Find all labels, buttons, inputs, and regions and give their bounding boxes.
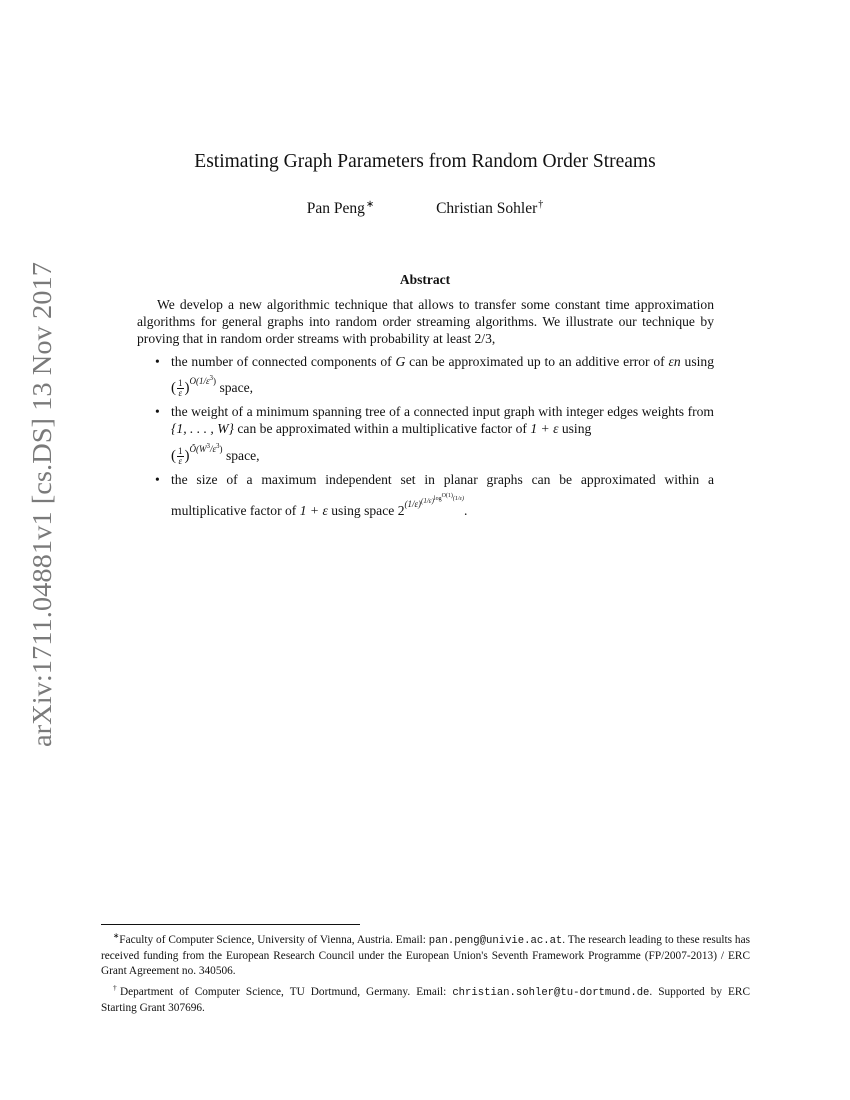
exponent-text: Õ(W xyxy=(189,443,207,454)
exponent-text: ) xyxy=(219,443,223,454)
abstract-heading: Abstract xyxy=(399,272,451,287)
exponent xyxy=(189,441,223,454)
result-item-mst: • the weight of a minimum spanning tree of a connected input graph with integer edges weights from {1, . . . , W} can be approximated within a multiplicative factor of 1 + ε using ( $\frac{1}{\varepsilon}$ )$^{Õ(W^3/\varepsilon^3)}$ space, xyxy=(155,404,714,466)
exponent-text: (1/ε) xyxy=(421,497,434,506)
item-text: the weight of a minimum spanning tree of a connected input graph with integer edges weights from xyxy=(171,404,714,420)
paper-title: Estimating Graph Parameters from Random Order Streams xyxy=(194,151,656,172)
math-base: 2 xyxy=(397,503,405,519)
footnote-1 xyxy=(101,928,750,980)
item-text: using xyxy=(558,421,592,437)
author-1 xyxy=(307,199,375,218)
bullet-icon: • xyxy=(155,404,160,420)
item-text: can be approximated within a multiplicative factor of xyxy=(233,421,531,437)
item-text: the size of a maximum independent set in planar graphs can be approximated within a multiplicative factor of xyxy=(171,471,714,519)
exponent-text: O(1) xyxy=(441,493,453,500)
item-text: using space xyxy=(327,503,398,519)
footnote-divider xyxy=(101,924,360,925)
exponent-text: /ε xyxy=(210,443,217,454)
footnote-mark: ∗ xyxy=(113,931,120,940)
fraction-numerator: 1 xyxy=(178,378,183,389)
exponent-level-2 xyxy=(421,493,464,506)
author-2-mark: † xyxy=(538,199,544,210)
item-text: space, xyxy=(216,379,254,395)
exponent-text: O(1/ xyxy=(189,375,206,386)
result-item-independent-set xyxy=(137,471,714,519)
exponent-power: 3 xyxy=(216,441,220,450)
email-link[interactable]: pan.peng@univie.ac.at xyxy=(428,934,563,947)
footnote-2 xyxy=(101,980,750,1016)
author-1-mark: ∗ xyxy=(365,199,375,210)
fraction-denominator: ε xyxy=(178,455,183,466)
item-text: space, xyxy=(222,447,260,463)
abstract-intro: We develop a new algorithmic technique that allows to transfer some constant time approximation algorithms for general graphs into random order streaming algorithms. We illustrate our technique by proving that in random order streams with probability at least 2/3, xyxy=(137,297,714,347)
footnote-text: . Supported by ERC Starting Grant 307696. xyxy=(101,985,750,1014)
math-set: {1, . . . , W} xyxy=(171,421,234,437)
math-var: G xyxy=(395,353,406,369)
author-list xyxy=(0,199,850,218)
email-link[interactable]: christian.sohler@tu-dortmund.de xyxy=(452,986,650,999)
footnote-text: Faculty of Computer Science, University of Vienna, Austria. Email: xyxy=(119,933,429,946)
author-1-name: Pan Peng xyxy=(306,200,365,218)
author-2-name: Christian Sohler xyxy=(436,200,538,218)
exponent-tower xyxy=(404,493,464,510)
bullet-icon: • xyxy=(155,353,160,369)
exponent-power: 3 xyxy=(206,441,210,450)
fraction-numerator: 1 xyxy=(178,445,183,456)
footnote-mark: † xyxy=(113,982,120,992)
exponent-text: ) xyxy=(213,375,217,386)
exponent-text: ε xyxy=(206,375,210,386)
math-factor: 1 + ε xyxy=(530,421,559,437)
item-text: . xyxy=(463,503,468,519)
item-text: can be approximated up to an additive error of xyxy=(405,353,669,369)
fraction-denominator: ε xyxy=(178,388,183,399)
result-item-components: • the number of connected components of G can be approximated up to an additive error of εn using ( $\frac{1}{\varepsilon}$ )$^{O(1/\varepsilon^3)}$ space, xyxy=(155,353,714,399)
math-var: εn xyxy=(668,353,681,369)
footnote-text: . The research leading to these results has received funding from the European Research Council under the European Union's Seventh Framework Programme (FP/2007-2013) / ERC Grant Agreement no. 340506. xyxy=(101,933,750,978)
result-list xyxy=(137,353,714,520)
fraction xyxy=(177,379,184,398)
fraction xyxy=(177,447,184,466)
exponent-text: (1/ε) xyxy=(404,499,422,510)
abstract-body xyxy=(137,296,714,524)
item-text: the number of connected components of xyxy=(171,353,396,369)
author-2 xyxy=(436,199,543,218)
bullet-icon: • xyxy=(155,471,160,487)
exponent-level-3 xyxy=(433,493,464,503)
exponent-text: log xyxy=(433,496,442,503)
exponent-power: 3 xyxy=(209,373,214,382)
arxiv-stamp-text: arXiv:1711.04881v1 [cs.DS] 13 Nov 2017 xyxy=(27,287,57,747)
math-factor: 1 + ε xyxy=(299,503,328,519)
footnote-text: Department of Computer Science, TU Dortmund, Germany. Email: xyxy=(119,985,453,998)
footnotes xyxy=(101,928,750,1016)
item-text: using xyxy=(680,353,714,369)
exponent-text: (1/ε) xyxy=(452,496,464,503)
arxiv-stamp-svg xyxy=(16,262,62,747)
arxiv-identifier-stamp xyxy=(16,262,62,747)
exponent xyxy=(189,373,217,386)
